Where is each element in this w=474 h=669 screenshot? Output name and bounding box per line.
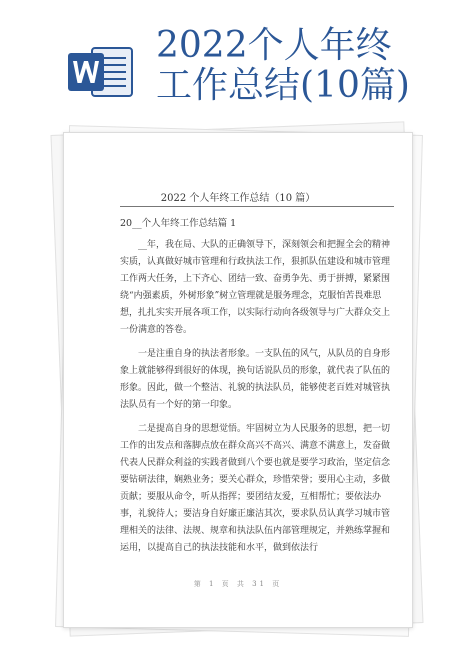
paragraph: 一是注重自身的执法者形象。一支队伍的风气，从队员的自身形象上就能够得到很好的体现，换句话说队员的形象，就代表了队伍的形象。因此，做一个整洁、礼貌的执法队员，能够使老百姓对城管执法队员有一个好的第一印象。	[120, 349, 391, 410]
document-body	[120, 237, 396, 564]
section-heading: 20__个人年终工作总结篇 1	[120, 218, 237, 229]
document-title: 2022 个人年终工作总结（10 篇）	[160, 193, 316, 204]
document-page[interactable]	[63, 132, 413, 628]
title-line-1: 2022个人年终	[156, 25, 392, 66]
page-footer: 第 1 页 共 31 页	[193, 580, 283, 588]
paragraph: __年，我在局、大队的正确领导下，深刻领会和把握全会的精神实质，认真做好城市管理和行政执法工作，狠抓队伍建设和城市管理工作两大任务，上下齐心、团结一致、奋勇争先、勇于拼搏，紧紧围绕“内强素质，外树形象”树立管理就是服务理念，克服怕苦畏难思想，扎扎实实开展各项工作，以实际行动向各级领导与广大群众交上一份满意的答卷。	[120, 240, 391, 335]
title-divider	[120, 206, 394, 207]
word-icon	[66, 44, 136, 100]
page-title	[156, 26, 456, 106]
title-line-2: 工作总结(10篇)	[156, 65, 410, 106]
paragraph: 二是提高自身的思想觉悟。牢固树立为人民服务的思想，把一切工作的出发点和落脚点放在群众高兴不高兴、满意不满意上，发奋做代表人民群众利益的实践者做到八个要也就是要学习政治，坚定信念要钻研法律，娴熟业务；要关心群众，珍惜荣誉；要用心主动，多做贡献；要服从命令，听从指挥；要团结友爱，互相帮忙；要依法办事，礼貌待人；要洁身自好廉正廉洁其次，要求队员认真学习城市管理相关的法律、法规、规章和执法队伍内部管理规定，并熟练掌握和运用，以提高自己的执法技能和水平，做到依法行	[120, 424, 391, 553]
header	[0, 0, 474, 124]
